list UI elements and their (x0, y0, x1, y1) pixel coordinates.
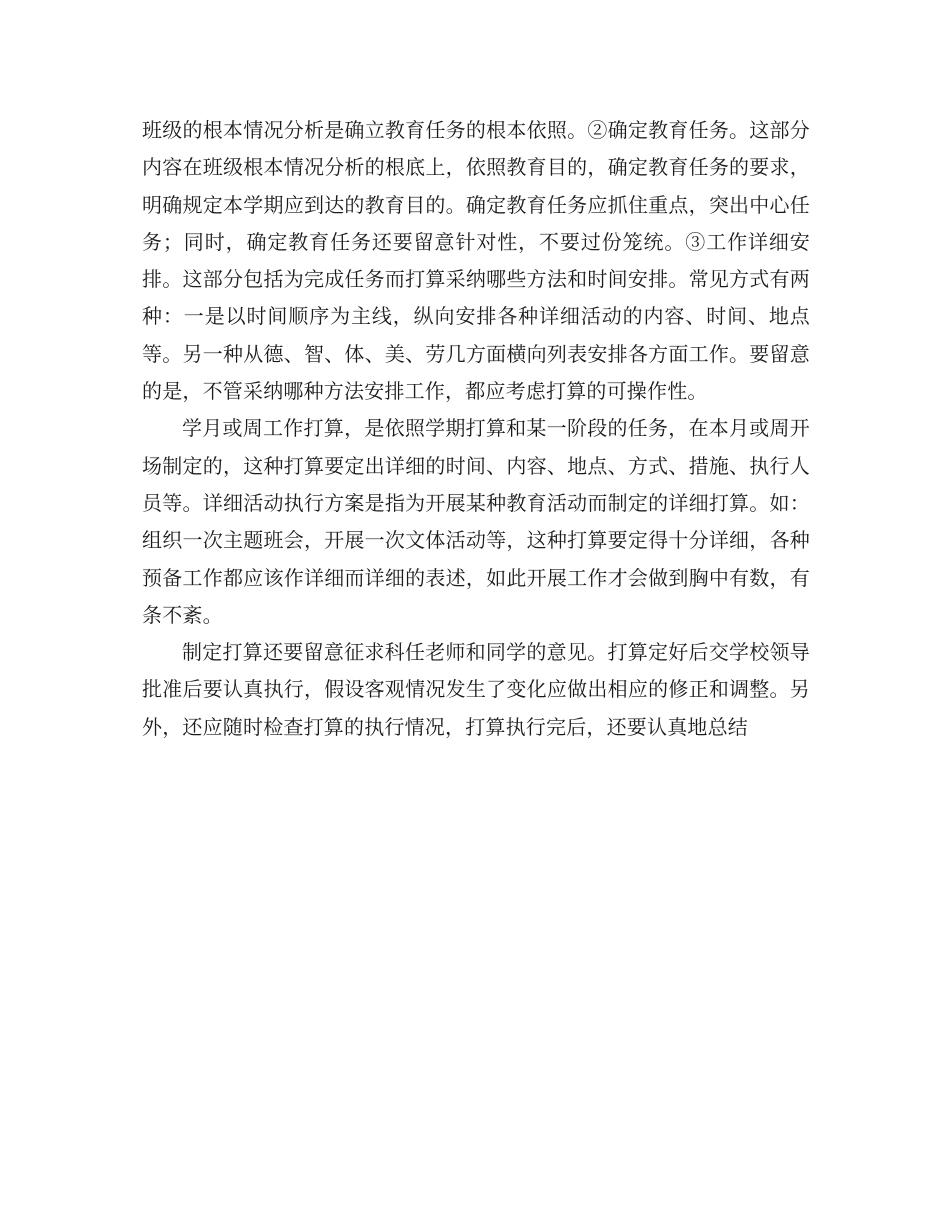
paragraph-1: 班级的根本情况分析是确立教育任务的根本依照。②确定教育任务。这部分内容在班级根本情况分析的根底上，依照教育目的，确定教育任务的要求，明确规定本学期应到达的教育目的。确定教育任务应抓住重点，突出中心任务；同时，确定教育任务还要留意针对性，不要过份笼统。③工作详细安排。这部分包括为完成任务而打算采纳哪些方法和时间安排。常见方式有两种：一是以时间顺序为主线，纵向安排各种详细活动的内容、时间、地点等。另一种从德、智、体、美、劳几方面横向列表安排各方面工作。要留意的是，不管采纳哪种方法安排工作，都应考虑打算的可操作性。 (142, 118, 810, 404)
paragraph-3: 制定打算还要留意征求科任老师和同学的意见。打算定好后交学校领导批准后要认真执行，假设客观情况发生了变化应做出相应的修正和调整。另外，还应随时检查打算的执行情况，打算执行完后，还要认真地总结 (142, 640, 810, 739)
document-body (142, 112, 810, 746)
paragraph-2: 学月或周工作打算，是依照学期打算和某一阶段的任务，在本月或周开场制定的，这种打算要定出详细的时间、内容、地点、方式、措施、执行人员等。详细活动执行方案是指为开展某种教育活动而制定的详细打算。如：组织一次主题班会，开展一次文体活动等，这种打算要定得十分详细，各种预备工作都应该作详细而详细的表述，如此开展工作才会做到胸中有数，有条不紊。 (142, 416, 810, 627)
